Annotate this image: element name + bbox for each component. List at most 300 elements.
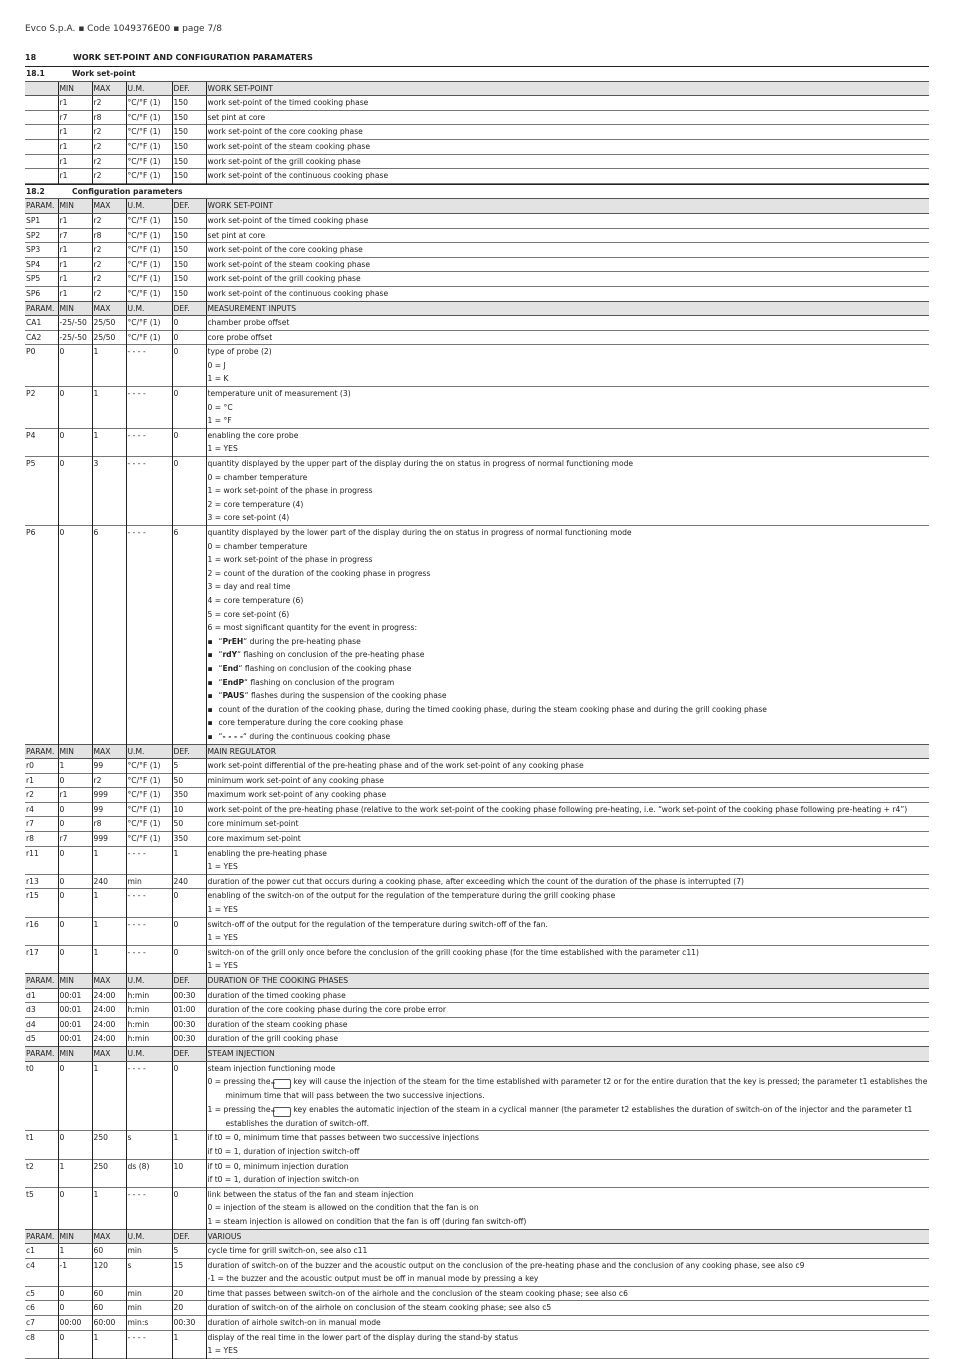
table-row: [25, 1003, 929, 1018]
unit-cell: °C/°F (1): [126, 802, 172, 817]
description-cell: [206, 81, 929, 96]
min-cell: 00:00: [58, 1316, 92, 1331]
min-cell: 0: [58, 917, 92, 945]
description-line: work set-point of the steam cooking phase: [207, 141, 371, 151]
max-cell: 1: [92, 345, 126, 387]
display-code: End: [222, 663, 239, 673]
description-cell: [206, 1229, 929, 1244]
description-cell: [206, 832, 929, 847]
param-cell: PARAM.: [25, 1229, 58, 1244]
param-cell: r4: [26, 804, 34, 814]
table-header-row: [25, 1229, 929, 1244]
unit-cell: ds (8): [126, 1159, 172, 1187]
table-row: [25, 139, 929, 154]
max-cell: 120: [92, 1258, 126, 1286]
table-row: [25, 110, 929, 125]
max-cell: 99: [92, 802, 126, 817]
param-cell: r11: [26, 848, 39, 858]
bullet-text: “ flashing on conclusion of the pre-heating phase: [237, 650, 425, 660]
description-line: set pint at core: [207, 112, 266, 122]
description-cell: [206, 387, 929, 429]
unit-cell: - - - -: [126, 1330, 172, 1358]
description-cell: [206, 802, 929, 817]
description-line: 0 = J: [207, 360, 226, 370]
description-line: work set-point of the steam cooking phase: [207, 259, 371, 269]
unit-cell: - - - -: [126, 457, 172, 526]
subsection-title: Configuration parameters: [72, 186, 183, 196]
default-cell: 20: [172, 1301, 206, 1316]
table-row: [25, 773, 929, 788]
table-header-row: [25, 301, 929, 316]
default-cell: 240: [172, 874, 206, 889]
min-cell: MIN: [58, 744, 92, 759]
description-line: switch-off of the output for the regulation of the temperature during switch-off of the fan.: [207, 919, 548, 929]
description-cell: [206, 169, 929, 184]
description-cell: [206, 1301, 929, 1316]
default-cell: 150: [172, 96, 206, 111]
description-line: maximum work set-point of any cooking phase: [207, 790, 387, 800]
max-cell: 250: [92, 1131, 126, 1159]
description-line: VARIOUS: [207, 1231, 242, 1241]
subsection-heading-18-2: [25, 184, 929, 199]
min-cell: 0: [58, 387, 92, 429]
param-cell: r17: [26, 947, 39, 957]
unit-cell: °C/°F (1): [126, 213, 172, 228]
description-line: if t0 = 1, duration of injection switch-on: [207, 1175, 359, 1185]
param-cell: r0: [26, 761, 34, 771]
unit-cell: h:min: [126, 1003, 172, 1018]
description-line: work set-point differential of the pre-heating phase and of the work set-point of any cooking phase: [207, 761, 584, 771]
table-row: [25, 759, 929, 774]
default-cell: 50: [172, 773, 206, 788]
table-row: [25, 1244, 929, 1259]
default-cell: 150: [172, 125, 206, 140]
description-cell: [206, 213, 929, 228]
description-cell: [206, 228, 929, 243]
description-line: steam injection functioning mode: [207, 1063, 336, 1073]
description-line: work set-point of the continuous cooking phase: [207, 288, 389, 298]
max-cell: MAX: [92, 1046, 126, 1061]
param-cell: d1: [26, 990, 36, 1000]
unit-cell: °C/°F (1): [126, 832, 172, 847]
description-line: 2 = count of the duration of the cooking phase in progress: [207, 568, 431, 578]
subsection-number: 18.1: [26, 69, 45, 78]
description-line: MAIN REGULATOR: [207, 746, 276, 756]
description-line: STEAM INJECTION: [207, 1048, 275, 1058]
min-cell: r7: [58, 228, 92, 243]
description-line: set pint at core: [207, 230, 266, 240]
description-line: work set-point of the grill cooking phase: [207, 156, 361, 166]
unit-cell: s: [126, 1258, 172, 1286]
min-cell: 0: [58, 846, 92, 874]
param-cell: c5: [26, 1288, 36, 1298]
description-cell: [206, 945, 929, 973]
description-line: 0 = chamber temperature: [207, 541, 308, 551]
description-line: link between the status of the fan and steam injection: [207, 1189, 414, 1199]
description-line: duration of the timed cooking phase: [207, 990, 346, 1000]
description-cell: [206, 125, 929, 140]
description-cell: [206, 889, 929, 917]
description-line: 1 = work set-point of the phase in progress: [207, 555, 373, 565]
unit-cell: - - - -: [126, 387, 172, 429]
description-cell: [206, 817, 929, 832]
max-cell: 1: [92, 1061, 126, 1131]
default-cell: DEF.: [172, 974, 206, 989]
description-line: duration of the grill cooking phase: [207, 1034, 339, 1044]
description-line: duration of airhole switch-on in manual mode: [207, 1318, 381, 1328]
min-cell: 0: [58, 773, 92, 788]
param-cell: d3: [26, 1005, 36, 1015]
max-cell: r8: [92, 228, 126, 243]
param-cell: P4: [26, 430, 36, 440]
unit-cell: °C/°F (1): [126, 330, 172, 345]
description-line: if t0 = 1, duration of injection switch-off: [207, 1146, 360, 1156]
subsection-title: Work set-point: [72, 69, 136, 78]
description-cell: [206, 744, 929, 759]
description-line: duration of the steam cooking phase: [207, 1019, 348, 1029]
default-cell: 6: [172, 526, 206, 745]
description-cell: [206, 1131, 929, 1159]
param-cell: P6: [26, 528, 36, 537]
table-row: [25, 1187, 929, 1229]
min-cell: 0: [58, 457, 92, 526]
unit-cell: °C/°F (1): [126, 110, 172, 125]
section-heading: [25, 53, 929, 62]
subsection-number: 18.2: [26, 186, 45, 196]
max-cell: r2: [92, 243, 126, 258]
max-cell: r2: [92, 257, 126, 272]
unit-cell: U.M.: [126, 199, 172, 214]
unit-cell: U.M.: [126, 81, 172, 96]
param-cell: SP1: [26, 215, 41, 225]
unit-cell: °C/°F (1): [126, 316, 172, 331]
default-cell: 1: [172, 846, 206, 874]
max-cell: 24:00: [92, 1017, 126, 1032]
bullet-text: “ during the continuous cooking phase: [242, 731, 391, 741]
unit-cell: min: [126, 1244, 172, 1259]
default-cell: 150: [172, 272, 206, 287]
param-cell: r2: [26, 790, 34, 800]
param-cell: c1: [26, 1246, 36, 1256]
param-cell: P2: [26, 389, 36, 399]
table-row: [25, 1258, 929, 1286]
configuration-parameters-table: [25, 184, 929, 1359]
description-line: 1 = °F: [207, 416, 232, 426]
table-row: [25, 1301, 929, 1316]
description-line: 0 = injection of the steam is allowed on the condition that the fan is on: [207, 1203, 479, 1213]
default-cell: DEF.: [172, 744, 206, 759]
table-row: [25, 1316, 929, 1331]
description-line: cycle time for grill switch-on, see also c11: [207, 1246, 368, 1256]
description-cell: [206, 917, 929, 945]
min-cell: MIN: [58, 1046, 92, 1061]
max-cell: 1: [92, 945, 126, 973]
table-row: [25, 387, 929, 429]
description-line: MEASUREMENT INPUTS: [207, 303, 297, 313]
max-cell: r8: [92, 110, 126, 125]
max-cell: r2: [92, 96, 126, 111]
display-code: PrEH: [222, 636, 244, 646]
unit-cell: h:min: [126, 988, 172, 1003]
display-code: rdY: [222, 650, 238, 660]
min-cell: 0: [58, 428, 92, 456]
unit-cell: °C/°F (1): [126, 817, 172, 832]
max-cell: 25/50: [92, 330, 126, 345]
unit-cell: - - - -: [126, 345, 172, 387]
param-cell: c7: [26, 1318, 36, 1328]
description-cell: [206, 759, 929, 774]
min-cell: r1: [58, 125, 92, 140]
table-row: [25, 330, 929, 345]
table-row: [25, 228, 929, 243]
min-cell: r7: [58, 832, 92, 847]
description-line: 1 = steam injection is allowed on condition that the fan is off (during fan switch-off): [207, 1216, 527, 1226]
table-row: [25, 457, 929, 526]
unit-cell: h:min: [126, 1032, 172, 1047]
table-row: [25, 874, 929, 889]
display-code: - - - -: [222, 731, 243, 741]
description-line: 0 = °C: [207, 402, 233, 412]
default-cell: 0: [172, 1061, 206, 1131]
table-row: [25, 1032, 929, 1047]
table-row: [25, 257, 929, 272]
min-cell: 0: [58, 802, 92, 817]
max-cell: MAX: [92, 974, 126, 989]
default-cell: 10: [172, 1159, 206, 1187]
description-cell: [206, 1286, 929, 1301]
max-cell: 24:00: [92, 1032, 126, 1047]
unit-cell: °C/°F (1): [126, 759, 172, 774]
min-cell: r1: [58, 788, 92, 803]
param-cell: t0: [26, 1063, 34, 1073]
table-row: [25, 428, 929, 456]
unit-cell: - - - -: [126, 945, 172, 973]
table-row: [25, 817, 929, 832]
default-cell: 150: [172, 228, 206, 243]
param-cell: d5: [26, 1034, 36, 1044]
unit-cell: °C/°F (1): [126, 139, 172, 154]
min-cell: 00:01: [58, 1017, 92, 1032]
max-cell: 1: [92, 1330, 126, 1358]
max-cell: 1: [92, 1187, 126, 1229]
unit-cell: °C/°F (1): [126, 788, 172, 803]
description-line: 1 = YES: [207, 933, 238, 943]
default-cell: 00:30: [172, 988, 206, 1003]
bullet-text: “ flashing on conclusion of the cooking phase: [238, 663, 412, 673]
min-cell: r1: [58, 154, 92, 169]
max-cell: r2: [92, 272, 126, 287]
description-line: switch-on of the grill only once before the conclusion of the grill cooking phase (for the time established with the parameter c11): [207, 947, 699, 957]
param-cell: CA2: [26, 332, 42, 342]
description-cell: [206, 301, 929, 316]
description-line: quantity displayed by the lower part of the display during the on status in progress of normal functioning mode: [207, 528, 632, 537]
parameter-tables: [25, 66, 929, 1359]
unit-cell: h:min: [126, 1017, 172, 1032]
table-row: [25, 316, 929, 331]
unit-cell: °C/°F (1): [126, 96, 172, 111]
table-row: [25, 345, 929, 387]
description-line: WORK SET-POINT: [207, 201, 274, 211]
description-line: chamber probe offset: [207, 318, 290, 328]
table-row: [25, 96, 929, 111]
description-line: minimum work set-point of any cooking phase: [207, 775, 384, 785]
unit-cell: U.M.: [126, 744, 172, 759]
description-line: WORK SET-POINT: [207, 83, 274, 93]
description-line: work set-point of the pre-heating phase (relative to the work set-point of the cooking phase following pre-heating, i.e. “work set-point of the cooking phase following pre-heating + r4”): [207, 804, 908, 814]
unit-cell: °C/°F (1): [126, 773, 172, 788]
table-row: [25, 213, 929, 228]
bullet-item: ▪ count of the duration of the cooking phase, during the timed cooking phase, during the steam cooking phase and during the grill cooking phase: [208, 703, 929, 717]
description-line: 0 = chamber temperature: [207, 472, 308, 482]
default-cell: DEF.: [172, 81, 206, 96]
param-cell: SP2: [26, 230, 41, 240]
param-cell: [25, 125, 58, 140]
default-cell: 150: [172, 243, 206, 258]
min-cell: r1: [58, 169, 92, 184]
unit-cell: - - - -: [126, 428, 172, 456]
bullet-item: ▪ “End“ flashing on conclusion of the cooking phase: [208, 662, 929, 676]
description-line: type of probe (2): [207, 347, 272, 357]
table-row: [25, 988, 929, 1003]
unit-cell: °C/°F (1): [126, 272, 172, 287]
param-cell: t2: [26, 1161, 34, 1171]
description-cell: [206, 1187, 929, 1229]
param-cell: r15: [26, 891, 39, 901]
description-cell: [206, 316, 929, 331]
table-header-row: [25, 974, 929, 989]
param-cell: [25, 110, 58, 125]
default-cell: 0: [172, 387, 206, 429]
description-line: work set-point of the grill cooking phase: [207, 274, 361, 284]
min-cell: -25/-50: [58, 330, 92, 345]
bullet-text: “ flashing on conclusion of the program: [244, 677, 395, 687]
param-cell: PARAM.: [25, 301, 58, 316]
description-line: core maximum set-point: [207, 834, 301, 844]
table-row: [25, 802, 929, 817]
min-cell: 1: [58, 759, 92, 774]
description-line: -1 = the buzzer and the acoustic output must be off in manual mode by pressing a key: [207, 1274, 539, 1284]
min-cell: 00:01: [58, 1032, 92, 1047]
unit-cell: U.M.: [126, 301, 172, 316]
description-cell: [206, 1032, 929, 1047]
default-cell: 150: [172, 154, 206, 169]
min-cell: MIN: [58, 1229, 92, 1244]
unit-cell: - - - -: [126, 889, 172, 917]
default-cell: 150: [172, 286, 206, 301]
description-cell: [206, 154, 929, 169]
min-cell: 0: [58, 817, 92, 832]
default-cell: 350: [172, 788, 206, 803]
description-cell: [206, 788, 929, 803]
max-cell: MAX: [92, 744, 126, 759]
unit-cell: min:s: [126, 1316, 172, 1331]
max-cell: r8: [92, 817, 126, 832]
default-cell: 20: [172, 1286, 206, 1301]
max-cell: 60: [92, 1244, 126, 1259]
unit-cell: min: [126, 874, 172, 889]
description-line: duration of the core cooking phase during the core probe error: [207, 1005, 447, 1015]
description-cell: [206, 846, 929, 874]
bullet-item: ▪ “PrEH“ during the pre-heating phase: [208, 635, 929, 649]
unit-cell: °C/°F (1): [126, 257, 172, 272]
unit-cell: U.M.: [126, 974, 172, 989]
max-cell: MAX: [92, 301, 126, 316]
default-cell: 00:30: [172, 1316, 206, 1331]
default-cell: 0: [172, 889, 206, 917]
max-cell: 999: [92, 832, 126, 847]
table-row: [25, 286, 929, 301]
min-cell: r1: [58, 213, 92, 228]
param-cell: [25, 96, 58, 111]
table-header-row: [25, 1046, 929, 1061]
param-cell: r16: [26, 919, 39, 929]
display-code: PAUS: [222, 691, 245, 701]
min-cell: 00:01: [58, 988, 92, 1003]
default-cell: DEF.: [172, 1229, 206, 1244]
description-cell: [206, 1003, 929, 1018]
param-cell: t1: [26, 1133, 34, 1143]
option-text: 0 = pressing the: [207, 1077, 271, 1087]
param-cell: PARAM.: [25, 1046, 58, 1061]
default-cell: 5: [172, 1244, 206, 1259]
table-row: [25, 1061, 929, 1131]
default-cell: 15: [172, 1258, 206, 1286]
description-line: 1 = YES: [207, 862, 238, 872]
param-cell: c4: [26, 1260, 36, 1270]
unit-cell: U.M.: [126, 1046, 172, 1061]
unit-cell: °C/°F (1): [126, 243, 172, 258]
default-cell: 150: [172, 257, 206, 272]
min-cell: MIN: [58, 199, 92, 214]
description-line: enabling of the switch-on of the output for the regulation of the temperature during the grill cooking phase: [207, 891, 616, 901]
description-cell: [206, 457, 929, 526]
subsection-heading-18-1: [25, 67, 929, 82]
description-line: core minimum set-point: [207, 819, 299, 829]
min-cell: 0: [58, 945, 92, 973]
description-line: duration of the power cut that occurs during a cooking phase, after exceeding which the count of the duration of the phase is interrupted (7): [207, 876, 744, 886]
max-cell: 3: [92, 457, 126, 526]
min-cell: 0: [58, 526, 92, 745]
max-cell: r2: [92, 154, 126, 169]
description-line: 3 = core set-point (4): [207, 513, 290, 523]
min-cell: 00:01: [58, 1003, 92, 1018]
description-line: work set-point of the continuous cooking phase: [207, 171, 389, 181]
description-cell: [206, 428, 929, 456]
min-cell: MIN: [58, 301, 92, 316]
param-cell: t5: [26, 1189, 34, 1199]
min-cell: 0: [58, 1286, 92, 1301]
description-cell: [206, 874, 929, 889]
unit-cell: - - - -: [126, 526, 172, 745]
description-line: work set-point of the core cooking phase: [207, 245, 363, 255]
default-cell: 0: [172, 917, 206, 945]
unit-cell: - - - -: [126, 1061, 172, 1131]
work-setpoint-table: [25, 66, 929, 184]
param-cell: PARAM.: [25, 744, 58, 759]
default-cell: 01:00: [172, 1003, 206, 1018]
unit-cell: °C/°F (1): [126, 169, 172, 184]
description-line: 1 = K: [207, 374, 229, 384]
default-cell: 150: [172, 169, 206, 184]
description-line: if t0 = 0, minimum time that passes between two successive injections: [207, 1133, 479, 1143]
max-cell: 6: [92, 526, 126, 745]
min-cell: 0: [58, 1061, 92, 1131]
description-line: temperature unit of measurement (3): [207, 389, 351, 399]
table-row: [25, 169, 929, 184]
default-cell: DEF.: [172, 1046, 206, 1061]
description-cell: [206, 1017, 929, 1032]
max-cell: 1: [92, 917, 126, 945]
